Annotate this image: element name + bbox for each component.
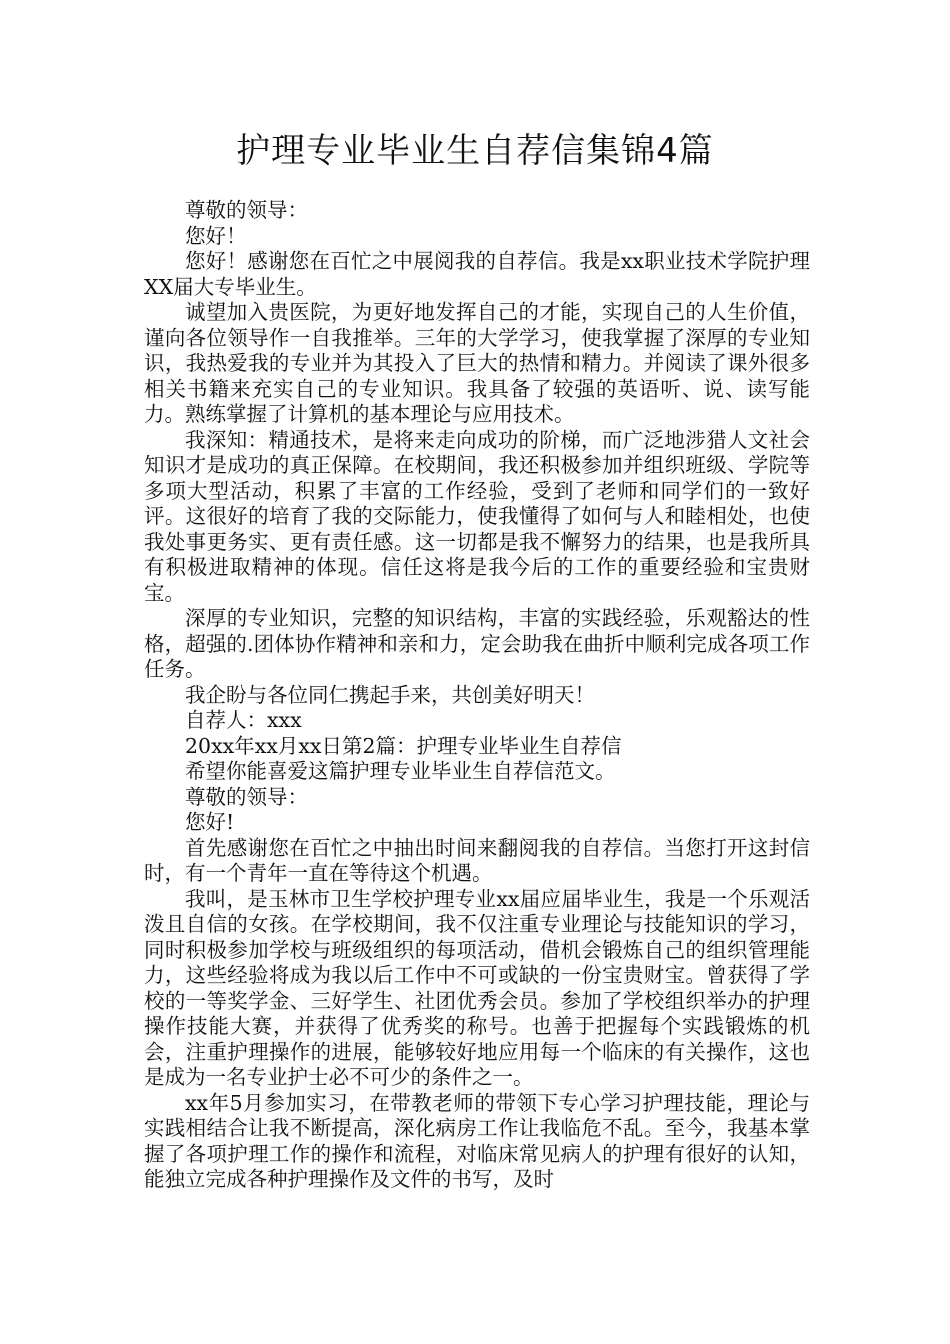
salutation: 尊敬的领导： bbox=[185, 198, 308, 222]
paragraph-internship: xx年5月参加实习，在带教老师的带领下专心学习护理技能，理论与实践相结合让我不断提高，深化病房工作让我临危不乱。至今，我基本掌握了各项护理工作的操作和流程，对临床常见病人的护理有很好的认知，能独立完成各种护理操作及文件的书写，及时 bbox=[144, 1090, 810, 1191]
section-intro: 希望你能喜爱这篇护理专业毕业生自荐信范文。 bbox=[185, 759, 616, 783]
date-and-section-heading: 20xx年xx月xx日第2篇：护理专业毕业生自荐信 bbox=[185, 733, 622, 758]
paragraph-intro: 您好！感谢您在百忙之中展阅我的自荐信。我是xx职业技术学院护理XX届大专毕业生。 bbox=[144, 249, 810, 299]
paragraph-thanks: 首先感谢您在百忙之中抽出时间来翻阅我的自荐信。当您打开这封信时，有一个青年一直在等待这个机遇。 bbox=[144, 835, 810, 885]
paragraph-summary: 深厚的专业知识，完整的知识结构，丰富的实践经验，乐观豁达的性格，超强的.团体协作精神和亲和力，定会助我在曲折中顺利完成各项工作任务。 bbox=[144, 606, 810, 681]
paragraph-ambition: 诚望加入贵医院，为更好地发挥自己的才能，实现自己的人生价值，谨向各位领导作一自我推举。三年的大学学习，使我掌握了深厚的专业知识，我热爱我的专业并为其投入了巨大的热情和精力。并阅读了课外很多相关书籍来充实自己的专业知识。我具备了较强的英语听、说、读写能力。熟练掌握了计算机的基本理论与应用技术。 bbox=[144, 300, 810, 426]
document-body bbox=[144, 198, 810, 1193]
greeting: 您好！ bbox=[185, 223, 247, 248]
signature: 自荐人：xxx bbox=[185, 708, 302, 732]
salutation-2: 尊敬的领导： bbox=[185, 784, 308, 809]
greeting-2: 您好! bbox=[185, 810, 235, 834]
document-title: 护理专业毕业生自荐信集锦4篇 bbox=[236, 131, 714, 171]
paragraph-self-intro: 我叫，是玉林市卫生学校护理专业xx届应届毕业生，我是一个乐观活泼且自信的女孩。在学校期间，我不仅注重专业理论与技能知识的学习，同时积极参加学校与班级组织的每项活动，借机会锻炼自己的组织管理能力，这些经验将成为我以后工作中不可或缺的一份宝贵财宝。曾获得了学校的一等奖学金、三好学生、社团优秀会员。参加了学校组织举办的护理操作技能大赛，并获得了优秀奖的称号。也善于把握每个实践锻炼的机会，注重护理操作的进展，能够较好地应用每一个临床的有关操作，这也是成为一名专业护士必不可少的条件之一。 bbox=[144, 886, 810, 1089]
paragraph-activities: 我深知：精通技术，是将来走向成功的阶梯，而广泛地涉猎人文社会知识才是成功的真正保障。在校期间，我还积极参加并组织班级、学院等多项大型活动，积累了丰富的工作经验，受到了老师和同学们的一致好评。这很好的培育了我的交际能力，使我懂得了如何与人和睦相处，也使我处事更务实、更有责任感。这一切都是我不懈努力的结果，也是我所具有积极进取精神的体现。信任这将是我今后的工作的重要经验和宝贵财宝。 bbox=[144, 427, 810, 605]
paragraph-closing: 我企盼与各位同仁携起手来，共创美好明天！ bbox=[185, 682, 595, 707]
